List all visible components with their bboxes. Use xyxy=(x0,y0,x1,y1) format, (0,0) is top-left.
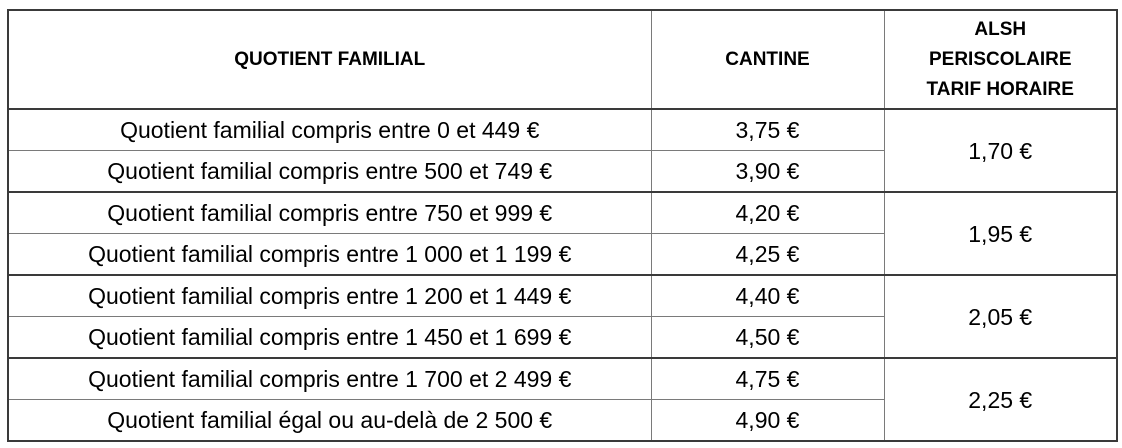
header-alsh-periscolaire xyxy=(884,10,1117,109)
cantine-cell: 4,75 € xyxy=(651,358,884,400)
header-cantine: CANTINE xyxy=(651,10,884,109)
header-alsh-line-3: TARIF HORAIRE xyxy=(926,78,1074,100)
cantine-cell: 4,25 € xyxy=(651,234,884,276)
quotient-cell: Quotient familial compris entre 1 000 et 1 199 € xyxy=(8,234,651,276)
table-row xyxy=(8,109,1117,151)
quotient-cell: Quotient familial égal ou au-delà de 2 500 € xyxy=(8,400,651,442)
quotient-cell: Quotient familial compris entre 1 450 et 1 699 € xyxy=(8,317,651,359)
alsh-tarif-cell: 2,25 € xyxy=(884,358,1117,441)
table-row xyxy=(8,275,1117,317)
header-quotient-familial: QUOTIENT FAMILIAL xyxy=(8,10,651,109)
quotient-cell: Quotient familial compris entre 1 200 et 1 449 € xyxy=(8,275,651,317)
tarif-table xyxy=(7,9,1118,442)
alsh-tarif-cell: 1,95 € xyxy=(884,192,1117,275)
cantine-cell: 3,75 € xyxy=(651,109,884,151)
table-row xyxy=(8,192,1117,234)
header-alsh-line-1: ALSH xyxy=(974,18,1027,40)
cantine-cell: 4,90 € xyxy=(651,400,884,442)
alsh-tarif-cell: 1,70 € xyxy=(884,109,1117,192)
quotient-cell: Quotient familial compris entre 0 et 449 € xyxy=(8,109,651,151)
cantine-cell: 4,40 € xyxy=(651,275,884,317)
table-row xyxy=(8,358,1117,400)
quotient-cell: Quotient familial compris entre 750 et 999 € xyxy=(8,192,651,234)
cantine-cell: 4,20 € xyxy=(651,192,884,234)
quotient-cell: Quotient familial compris entre 1 700 et 2 499 € xyxy=(8,358,651,400)
cantine-cell: 3,90 € xyxy=(651,151,884,193)
header-alsh-line-2: PERISCOLAIRE xyxy=(928,48,1072,70)
quotient-cell: Quotient familial compris entre 500 et 749 € xyxy=(8,151,651,193)
alsh-tarif-cell: 2,05 € xyxy=(884,275,1117,358)
cantine-cell: 4,50 € xyxy=(651,317,884,359)
table-header-row xyxy=(8,10,1117,109)
